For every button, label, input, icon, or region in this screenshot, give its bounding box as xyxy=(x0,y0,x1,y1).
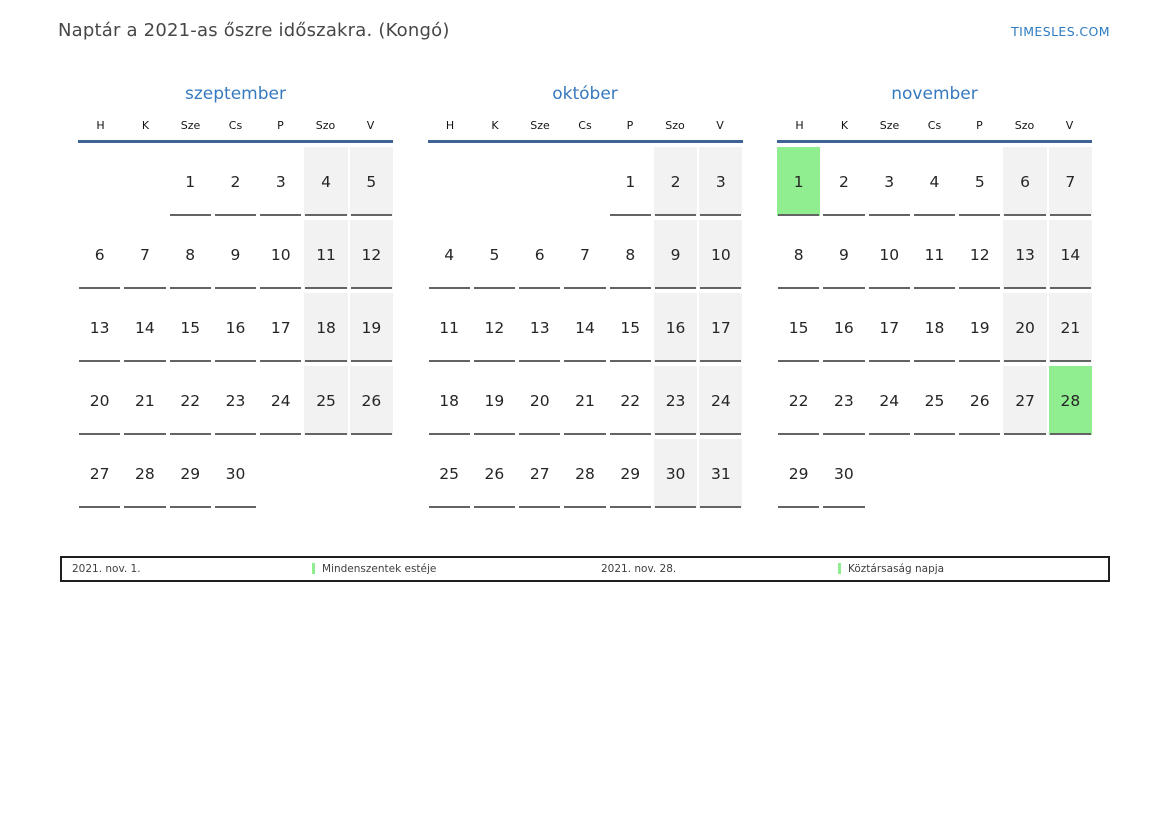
weekday-header-row xyxy=(428,119,743,143)
day-cell: 19 xyxy=(958,293,1001,362)
day-cell: 25 xyxy=(304,366,347,435)
day-cell: 7 xyxy=(1049,147,1092,216)
day-cell: 4 xyxy=(304,147,347,216)
day-cell: 22 xyxy=(169,366,212,435)
day-cell: 22 xyxy=(609,366,652,435)
day-cell: 6 xyxy=(78,220,121,289)
day-cell: 9 xyxy=(654,220,697,289)
day-cell: 28 xyxy=(563,439,606,508)
week-row xyxy=(428,147,743,216)
week-row xyxy=(78,147,393,216)
holiday-legend xyxy=(60,556,1110,582)
day-cell: 20 xyxy=(78,366,121,435)
weekday-label: V xyxy=(366,119,375,132)
day-cell: 3 xyxy=(699,147,742,216)
day-cell: 30 xyxy=(214,439,257,508)
day-cell: 14 xyxy=(1049,220,1092,289)
month-grid xyxy=(777,147,1092,508)
day-cell: 13 xyxy=(78,293,121,362)
week-row xyxy=(78,439,393,508)
day-cell: 18 xyxy=(913,293,956,362)
site-link[interactable]: TIMESLES.COM xyxy=(1011,24,1110,39)
day-cell: 10 xyxy=(259,220,302,289)
day-cell: 24 xyxy=(699,366,742,435)
month-grid xyxy=(78,147,393,508)
day-cell xyxy=(1003,439,1046,508)
day-cell: 10 xyxy=(868,220,911,289)
month-október xyxy=(428,84,743,512)
day-cell: 2 xyxy=(654,147,697,216)
day-cell: 18 xyxy=(428,366,471,435)
legend-date: 2021. nov. 1. xyxy=(72,563,141,575)
weekday-label: H xyxy=(795,119,804,132)
weekday-label: P xyxy=(976,119,983,132)
day-cell: 21 xyxy=(563,366,606,435)
weekday-label: Szo xyxy=(665,119,685,132)
day-cell: 21 xyxy=(1049,293,1092,362)
legend-holiday: Mindenszentek estéje xyxy=(312,563,436,575)
page-title: Naptár a 2021-as őszre időszakra. (Kongó) xyxy=(58,20,450,41)
weekday-label: K xyxy=(840,119,849,132)
weekday-label: K xyxy=(491,119,499,132)
day-cell: 6 xyxy=(1003,147,1046,216)
day-cell: 20 xyxy=(1003,293,1046,362)
day-cell xyxy=(563,147,606,216)
day-cell: 19 xyxy=(473,366,516,435)
day-cell: 24 xyxy=(259,366,302,435)
week-row xyxy=(777,293,1092,362)
day-cell: 23 xyxy=(654,366,697,435)
day-cell: 30 xyxy=(654,439,697,508)
day-cell xyxy=(428,147,471,216)
day-cell: 29 xyxy=(609,439,652,508)
day-cell: 6 xyxy=(518,220,561,289)
day-cell: 23 xyxy=(214,366,257,435)
day-cell: 29 xyxy=(777,439,820,508)
day-cell: 20 xyxy=(518,366,561,435)
month-title: november xyxy=(891,84,978,104)
day-cell: 12 xyxy=(350,220,393,289)
weekday-label: P xyxy=(626,119,634,132)
day-cell: 29 xyxy=(169,439,212,508)
day-cell: 27 xyxy=(78,439,121,508)
day-cell: 10 xyxy=(699,220,742,289)
weekday-label: Cs xyxy=(927,119,942,132)
day-cell: 17 xyxy=(868,293,911,362)
day-cell: 14 xyxy=(123,293,166,362)
day-cell: 19 xyxy=(350,293,393,362)
day-cell: 4 xyxy=(428,220,471,289)
week-row xyxy=(777,220,1092,289)
day-cell xyxy=(913,439,956,508)
weekday-label: Szo xyxy=(315,119,336,132)
day-cell: 8 xyxy=(777,220,820,289)
day-cell: 31 xyxy=(699,439,742,508)
day-cell: 24 xyxy=(868,366,911,435)
day-cell: 1 xyxy=(169,147,212,216)
day-cell: 25 xyxy=(428,439,471,508)
weekday-label: Sze xyxy=(180,119,201,132)
weekday-label: H xyxy=(96,119,105,132)
day-cell: 1 xyxy=(609,147,652,216)
day-cell: 22 xyxy=(777,366,820,435)
day-cell: 11 xyxy=(428,293,471,362)
month-november xyxy=(777,84,1092,512)
day-cell: 11 xyxy=(304,220,347,289)
month-szeptember xyxy=(78,84,393,512)
day-cell: 5 xyxy=(958,147,1001,216)
weekday-label: Szo xyxy=(1014,119,1035,132)
day-cell: 11 xyxy=(913,220,956,289)
day-cell: 26 xyxy=(958,366,1001,435)
day-cell: 13 xyxy=(1003,220,1046,289)
day-cell xyxy=(1049,439,1092,508)
week-row xyxy=(777,366,1092,435)
day-cell: 18 xyxy=(304,293,347,362)
day-cell: 16 xyxy=(214,293,257,362)
day-cell: 15 xyxy=(777,293,820,362)
day-cell: 3 xyxy=(868,147,911,216)
week-row xyxy=(777,147,1092,216)
weekday-header-row xyxy=(777,119,1092,143)
weekday-label: Sze xyxy=(879,119,900,132)
day-cell: 27 xyxy=(518,439,561,508)
day-cell: 7 xyxy=(563,220,606,289)
day-cell xyxy=(259,439,302,508)
holiday-marker-icon xyxy=(312,563,315,574)
day-cell xyxy=(473,147,516,216)
day-cell: 2 xyxy=(822,147,865,216)
day-cell: 17 xyxy=(259,293,302,362)
day-cell: 2 xyxy=(214,147,257,216)
weekday-header-row xyxy=(78,119,393,143)
day-cell: 15 xyxy=(609,293,652,362)
day-cell: 3 xyxy=(259,147,302,216)
day-cell: 21 xyxy=(123,366,166,435)
day-cell xyxy=(868,439,911,508)
day-cell xyxy=(123,147,166,216)
day-cell: 9 xyxy=(822,220,865,289)
day-cell: 25 xyxy=(913,366,956,435)
day-cell: 28 xyxy=(1049,366,1092,435)
month-title: október xyxy=(552,84,618,104)
week-row xyxy=(78,220,393,289)
day-cell: 16 xyxy=(822,293,865,362)
day-cell: 26 xyxy=(350,366,393,435)
week-row xyxy=(428,293,743,362)
day-cell: 14 xyxy=(563,293,606,362)
holiday-marker-icon xyxy=(838,563,841,574)
day-cell: 5 xyxy=(350,147,393,216)
day-cell: 4 xyxy=(913,147,956,216)
calendars xyxy=(78,84,1092,512)
week-row xyxy=(78,293,393,362)
day-cell xyxy=(350,439,393,508)
weekday-label: P xyxy=(277,119,284,132)
day-cell xyxy=(958,439,1001,508)
weekday-label: V xyxy=(1065,119,1074,132)
week-row xyxy=(428,220,743,289)
month-title: szeptember xyxy=(185,84,286,104)
weekday-label: V xyxy=(716,119,724,132)
month-grid xyxy=(428,147,743,508)
day-cell: 8 xyxy=(169,220,212,289)
legend-holiday: Köztársaság napja xyxy=(838,563,944,575)
day-cell: 12 xyxy=(473,293,516,362)
day-cell: 5 xyxy=(473,220,516,289)
weekday-label: K xyxy=(141,119,150,132)
day-cell: 23 xyxy=(822,366,865,435)
day-cell: 15 xyxy=(169,293,212,362)
week-row xyxy=(78,366,393,435)
day-cell: 7 xyxy=(123,220,166,289)
day-cell: 13 xyxy=(518,293,561,362)
day-cell xyxy=(518,147,561,216)
week-row xyxy=(428,366,743,435)
day-cell xyxy=(304,439,347,508)
weekday-label: Cs xyxy=(578,119,592,132)
day-cell: 27 xyxy=(1003,366,1046,435)
day-cell: 12 xyxy=(958,220,1001,289)
day-cell: 30 xyxy=(822,439,865,508)
day-cell: 16 xyxy=(654,293,697,362)
day-cell: 1 xyxy=(777,147,820,216)
weekday-label: Sze xyxy=(530,119,550,132)
day-cell: 26 xyxy=(473,439,516,508)
week-row xyxy=(777,439,1092,508)
day-cell: 9 xyxy=(214,220,257,289)
day-cell: 28 xyxy=(123,439,166,508)
day-cell: 8 xyxy=(609,220,652,289)
day-cell xyxy=(78,147,121,216)
weekday-label: Cs xyxy=(228,119,243,132)
week-row xyxy=(428,439,743,508)
day-cell: 17 xyxy=(699,293,742,362)
legend-date: 2021. nov. 28. xyxy=(601,563,677,575)
weekday-label: H xyxy=(445,119,455,132)
